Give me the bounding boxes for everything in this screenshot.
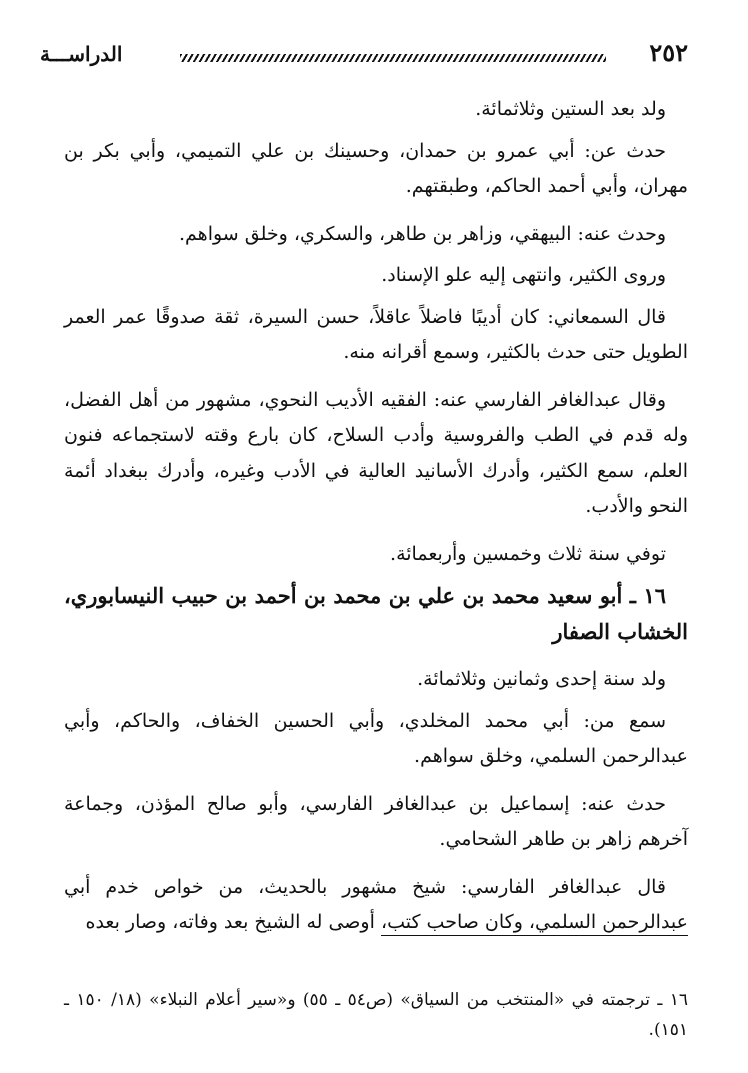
- header-hatched-rule: [180, 54, 606, 62]
- paragraph: سمع من: أبي محمد المخلدي، وأبي الحسين الخفاف، والحاكم، وأبي عبدالرحمن السلمي، وخلق سواهم.: [64, 709, 688, 767]
- running-head: الدراســـة: [40, 42, 123, 66]
- paragraph-text: قال عبدالغافر الفارسي: شيخ مشهور بالحديث، من خواص خدم أبي: [64, 875, 666, 898]
- page-header: [40, 38, 688, 74]
- underlined-phrase: عبدالرحمن السلمي، وكان صاحب كتب،: [381, 911, 688, 936]
- paragraph: حدث عنه: إسماعيل بن عبدالغافر الفارسي، وأبو صالح المؤذن، وجماعة آخرهم زاهر بن طاهر الشحامي.: [64, 792, 688, 850]
- paragraph: حدث عن: أبي عمرو بن حمدان، وحسينك بن علي التميمي، وأبي بكر بن مهران، وأبي أحمد الحاكم، وطبقتهم.: [64, 139, 688, 197]
- paragraph: [64, 870, 688, 941]
- paragraph: قال السمعاني: كان أديبًا فاضلاً عاقلاً، حسن السيرة، ثقة صدوقًا عمر العمر الطويل حتى حدث بالكثير، وسمع أقرانه منه.: [64, 305, 688, 363]
- main-text: [64, 92, 688, 953]
- paragraph: ولد سنة إحدى وثمانين وثلاثمائة.: [417, 668, 666, 690]
- paragraph: وروى الكثير، وانتهى إليه علو الإسناد.: [381, 264, 666, 286]
- paragraph-text: أوصى له الشيخ بعد وفاته، وصار بعده: [85, 911, 381, 933]
- paragraph: توفي سنة ثلاث وخمسين وأربعمائة.: [390, 542, 666, 565]
- page-number: ٢٥٢: [649, 38, 688, 67]
- footnote: ١٦ ـ ترجمته في «المنتخب من السياق» (ص٥٤ ـ ٥٥) و«سير أعلام النبلاء» (١٨/ ١٥٠ ـ ١٥١).: [64, 990, 688, 1040]
- paragraph: وحدث عنه: البيهقي، وزاهر بن طاهر، والسكري، وخلق سواهم.: [178, 222, 666, 245]
- entry-heading: ١٦ ـ أبو سعيد محمد بن علي بن محمد بن أحمد بن حبيب النيسابوري، الخشاب الصفار: [64, 583, 688, 644]
- paragraph: وقال عبدالغافر الفارسي عنه: الفقيه الأديب النحوي، مشهور من أهل الفضل، وله قدم في الطب والفروسية وأدب السلاح، كان بارع وقته لاستجماعه فنون العلم، سمع الكثير، وأدرك الأسانيد العالية في الأدب وغيره، وأدرك ببغداد أئمة النحو والأدب.: [64, 388, 688, 517]
- paragraph: ولد بعد الستين وثلاثمائة.: [475, 98, 666, 120]
